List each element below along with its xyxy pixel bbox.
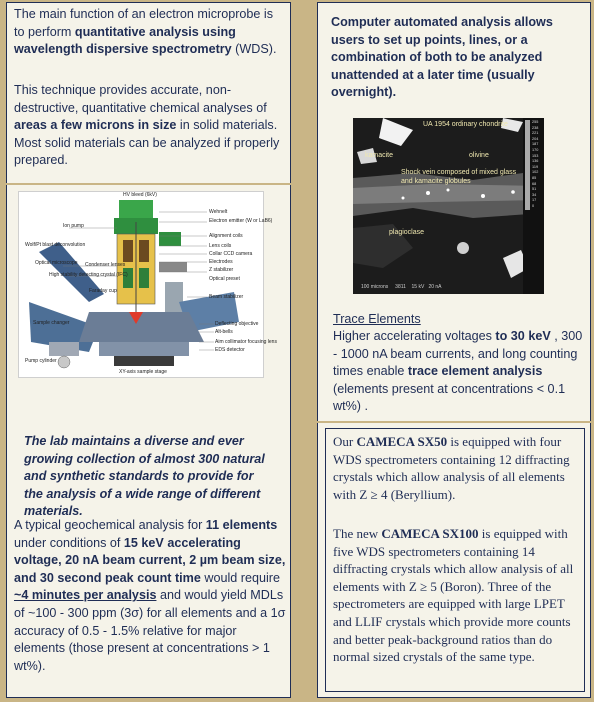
automation-paragraph: Computer automated analysis allows users to set up points, lines, or a combination of both to be analyzed unattended at a later time (usually overnight). [331,15,553,100]
diagram-label-right-12: EDS detector [215,347,245,353]
diagram-label-right-3: Lens coils [209,243,232,249]
bse-label-plagioclase: plagioclase [389,229,425,236]
intro-paragraph: The main function of an electron microprobe is to perform quantitative analysis using wavelength dispersive spectrometry (WDS). [14,7,277,57]
diagram-label-right-4: Collar CCD camera [209,251,253,257]
left-divider [6,183,291,185]
chondrite-texture [353,118,544,294]
diagram-label-right-0: Wehnelt [209,209,228,215]
bse-footer: 100 microns 3811 15 kV 20 nA [361,284,442,290]
diagram-label-right-7: Optical preset [209,276,240,282]
trace-paragraph: Higher accelerating voltages to 30 keV , 300 - 1000 nA beam currents, and long counting times enable trace element analysis (elements present at concentrations < 0.1 wt%) . [333,329,583,414]
diagram-label-top: HV bleed (6kV) [123,192,157,198]
diagram-label-left-2: Optical microscope [35,260,78,266]
bse-label-vein: Shock vein composed of mixed glass and kamacite globules [401,169,517,185]
diagram-label-left-7: Pump cylinder [25,358,57,364]
diagram-label-right-9: Deflecting objective [215,321,259,327]
diagram-label-right-11: Aim collimator focusing lens [215,339,277,345]
diagram-label-left-3: Condenser lenses [85,262,126,268]
diagram-label-left-1: Wolf/Pt blast deconvolution [25,242,86,248]
sx50-paragraph: Our CAMECA SX50 is equipped with four WDS spectrometers containing 12 diffracting crystals which allow analysis of all elements with Z ≥ 4 (Beryllium). [333,434,570,502]
diagram-label-bottom: XY-axis sample stage [119,369,167,375]
technique-paragraph: This technique provides accurate, non-destructive, quantitative chemical analyses of areas a few microns in size in solid materials. Most solid materials can be analyzed if properly prepared. [14,83,280,168]
diagram-label-right-8: Beam stabilizer [209,294,244,300]
diagram-label-left-0: Ion pump [63,223,84,229]
trace-heading: Trace Elements [333,312,421,326]
diagram-label-right-5: Electrodes [209,259,233,265]
diagram-label-left-5: Faraday cup [89,288,117,294]
diagram-label-right-1: Electron emitter (W or LaB6) [209,218,273,224]
sx100-paragraph: The new CAMECA SX100 is equipped with five WDS spectrometers containing 14 diffracting crystals which allow analysis of all elements with Z ≥ 5 (Boron). Three of the spectrometers are equipped with large LPET and LLIF crystals which provide more counts and better peak-background ratios than do normal sized crystals of the same type. [333,526,574,665]
bse-label-kamacite: kamacite [365,152,394,159]
diagram-label-left-6: Sample changer [33,320,70,326]
diagram-label-right-6: Z stabilizer [209,267,234,273]
bse-title: UA 1954 ordinary chondrite [423,121,508,128]
microprobe-diagram [18,191,277,378]
standards-paragraph: The lab maintains a diverse and ever growing collection of almost 300 natural and synthetic standards to provide for the analysis of a wide range of different materials. [24,434,265,519]
analysis-paragraph: A typical geochemical analysis for 11 elements under conditions of 15 keV accelerating voltage, 20 nA beam current, 2 µm beam size, and 30 second peak count time would require ~4 minutes per analysis and would yield MDLs of ~100 - 300 ppm (3σ) for all elements and a 1σ accuracy of 0.5 - 1.5% relative for major elements (those present at concentrations > 1 wt%). [14,518,286,673]
diagram-label-right-2: Alignment coils [209,233,243,239]
bse-label-olivine: olivine [469,152,489,159]
right-divider [317,421,591,423]
diagram-label-right-10: Alt-bells [215,329,233,335]
bse-grayscale-values: 255 238 221 204 187 170 153 136 119 102 85 68 51 34 17 0 [532,120,539,208]
diagram-label-left-4: High stability detecting crystal (IFC) [49,272,128,278]
chondrite-bse-image [353,118,544,294]
